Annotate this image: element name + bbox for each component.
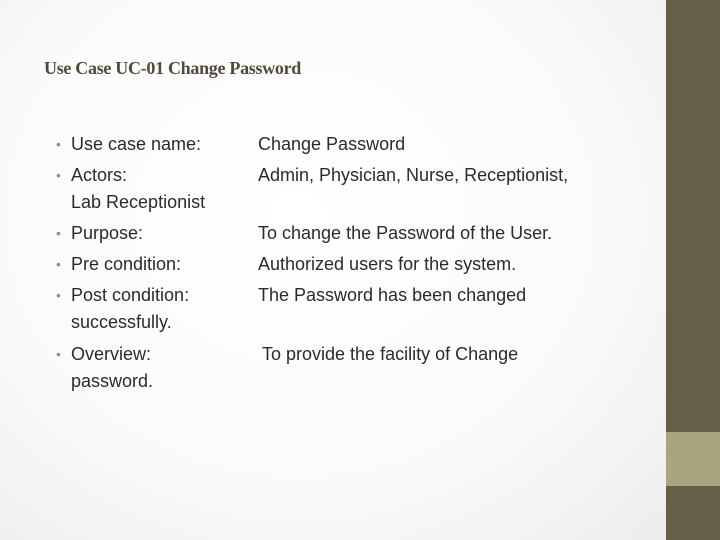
slide-title: Use Case UC-01 Change Password [44,58,301,78]
item-value: Change Password [258,134,406,154]
item-value: To provide the facility of Change [262,344,519,364]
item-value: To change the Password of the User. [258,223,553,243]
item-continuation: password. [71,371,154,391]
item-continuation: Lab Receptionist [71,192,206,212]
side-band-dark [666,0,720,432]
bullet-icon: • [56,287,61,303]
bullet-icon: • [56,167,61,183]
item-label: Use case name: [71,134,202,154]
item-continuation: successfully. [71,312,172,332]
item-label: Pre condition: [71,254,182,274]
bullet-icon: • [56,346,61,362]
item-label: Purpose: [71,223,144,243]
item-value: The Password has been changed [258,285,527,305]
bullet-icon: • [56,256,61,272]
bullet-icon: • [56,136,61,152]
bullet-icon: • [56,225,61,241]
item-label: Overview: [71,344,152,364]
side-band-light [666,432,720,486]
side-band-bottom [666,486,720,540]
item-label: Actors: [71,165,128,185]
item-value: Admin, Physician, Nurse, Receptionist, [258,165,569,185]
item-label: Post condition: [71,285,190,305]
item-value: Authorized users for the system. [258,254,517,274]
